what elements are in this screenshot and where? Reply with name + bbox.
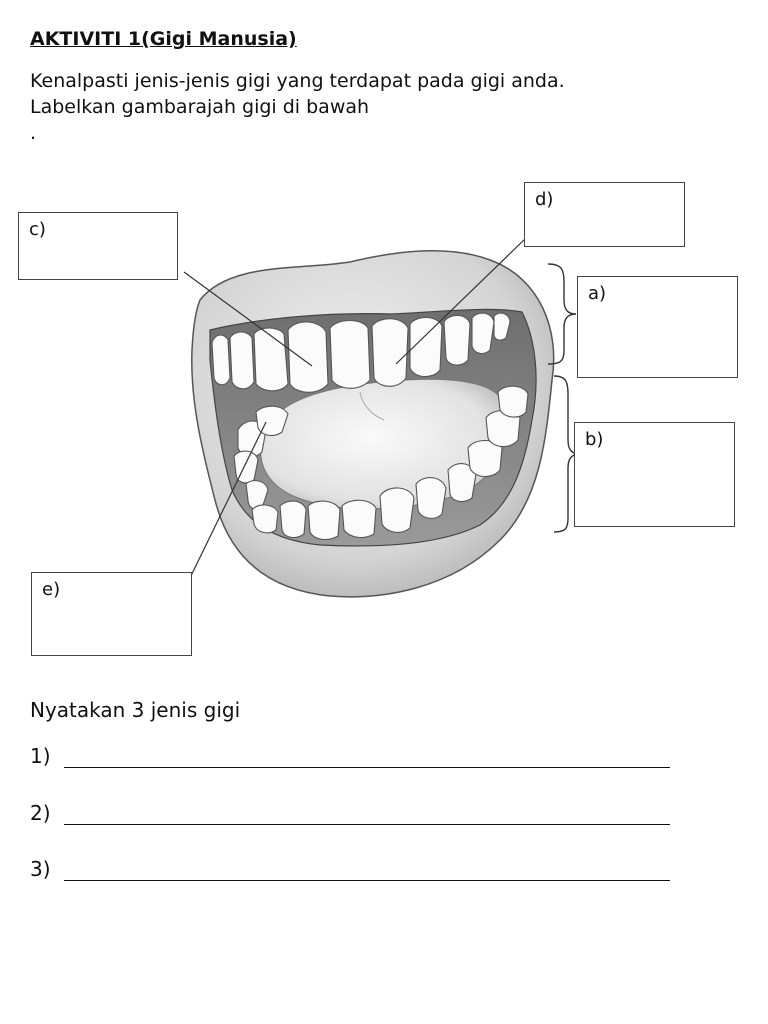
label-d: d) [535,189,554,210]
tooth-lower-incisor-1 [252,505,278,533]
label-e: e) [42,579,61,600]
tooth-lower-molar-left-1 [238,421,266,457]
upper-teeth [212,313,510,392]
pointer-line-d [396,238,526,364]
answer-row-2 [30,801,670,825]
tooth-lower-molar-left-2 [256,406,288,435]
tooth-upper-incisor-1 [330,321,370,389]
instruction-line-1: Kenalpasti jenis-jenis gigi yang terdapat pada gigi anda. [30,70,565,92]
answer-line-1[interactable] [64,747,670,768]
tooth-lower-premolar-right-2 [448,464,476,502]
lips [192,251,554,597]
label-box-d[interactable] [524,182,685,247]
tooth-lower-incisor-3 [308,501,340,539]
label-box-e[interactable] [31,572,192,656]
tooth-upper-incisor-3 [410,317,442,376]
pointer-line-c [184,272,312,366]
pointer-lines [184,238,526,586]
brace-a [548,264,576,364]
label-box-b[interactable] [574,422,735,527]
tooth-lower-incisor-2 [280,501,306,537]
answer-row-3 [30,857,670,881]
tooth-lower-canine-right [380,488,414,532]
answer-row-1 [30,744,670,768]
label-box-c[interactable] [18,212,178,280]
label-b: b) [585,429,604,450]
tooth-upper-incisor-2 [372,319,408,387]
tooth-lower-molar-right-3 [498,386,528,417]
answer-number-1: 1) [30,744,51,768]
tooth-upper-premolar-left-1 [230,332,254,389]
label-box-a[interactable] [577,276,738,378]
answer-number-2: 2) [30,801,51,825]
tooth-upper-molar-left [212,335,230,385]
label-c: c) [29,219,46,240]
question-heading: Nyatakan 3 jenis gigi [30,698,241,722]
pointer-line-e [186,422,266,586]
tooth-upper-premolar-right [472,313,494,353]
tooth-upper-canine-right [444,315,470,365]
instruction-line-3: . [30,122,37,144]
tooth-lower-incisor-4 [342,500,376,537]
answer-line-3[interactable] [64,860,670,881]
answer-line-2[interactable] [64,804,670,825]
tooth-lower-molar-right-2 [486,411,520,447]
tongue [261,379,508,509]
tooth-upper-premolar-left-2 [254,328,288,391]
tooth-lower-premolar-left [234,451,258,483]
mouth-cavity [210,309,536,546]
lower-teeth [234,386,528,539]
worksheet-title: AKTIVITI 1(Gigi Manusia) [30,28,297,50]
tooth-lower-left-back [246,481,268,510]
tooth-lower-molar-right-1 [468,441,502,477]
label-a: a) [588,283,607,304]
tooth-upper-canine-left [288,322,328,392]
answer-number-3: 3) [30,857,51,881]
instruction-line-2: Labelkan gambarajah gigi di bawah [30,96,370,118]
tooth-upper-molar-right [494,313,510,340]
tooth-lower-premolar-right-1 [416,478,446,519]
instructions [30,68,565,146]
